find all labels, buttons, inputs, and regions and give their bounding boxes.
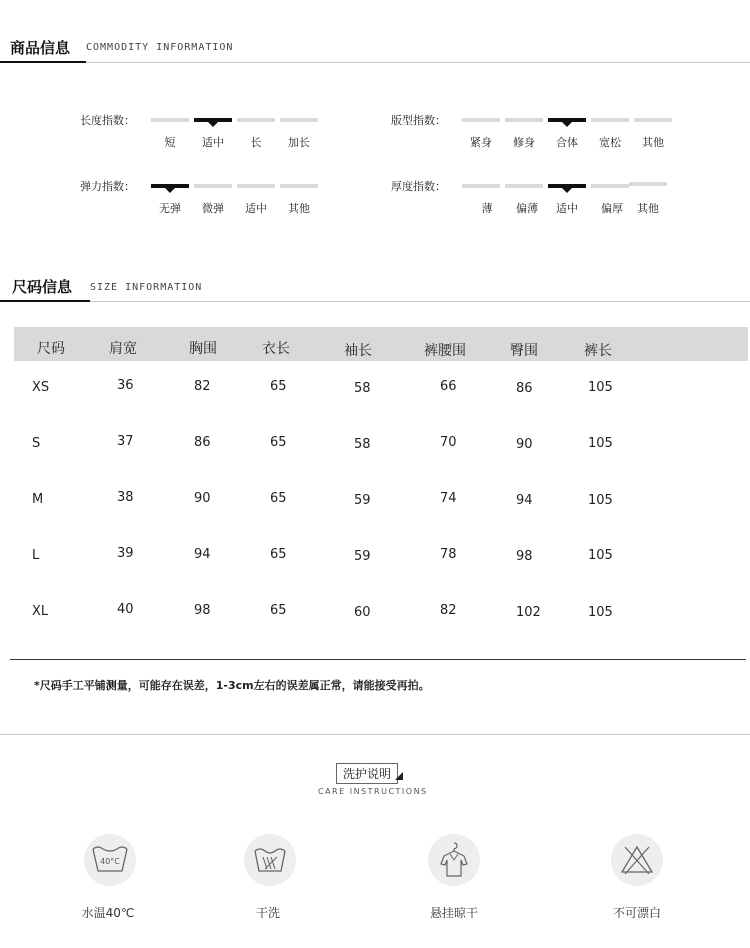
wash-40-icon bbox=[90, 843, 130, 877]
thickness-segment bbox=[462, 184, 500, 188]
commodity-subtitle: COMMODITY INFORMATION bbox=[86, 42, 234, 53]
table-cell: L bbox=[32, 548, 40, 563]
table-cell: 105 bbox=[588, 548, 613, 563]
header-pants-length: 裤长 bbox=[584, 343, 612, 359]
length-option: 适中 bbox=[202, 136, 224, 149]
table-cell: 98 bbox=[194, 603, 211, 618]
length-segment bbox=[237, 118, 275, 122]
table-cell: 90 bbox=[194, 491, 211, 506]
table-cell: 98 bbox=[516, 549, 533, 564]
measurement-note: *尺码手工平铺测量，可能存在误差，1-3cm左右的误差属正常，请能接受再拍。 bbox=[34, 679, 430, 692]
length-option: 加长 bbox=[288, 136, 310, 149]
table-cell: 105 bbox=[588, 493, 613, 508]
table-cell: 86 bbox=[194, 435, 211, 450]
thickness-option: 偏薄 bbox=[516, 202, 538, 215]
wash-temp-text: 40°C bbox=[100, 857, 120, 866]
length-index-label: 长度指数： bbox=[80, 114, 135, 127]
fit-option: 紧身 bbox=[470, 136, 492, 149]
header-size: 尺码 bbox=[37, 341, 65, 357]
header-shoulder: 肩宽 bbox=[109, 341, 137, 357]
thickness-option: 偏厚 bbox=[601, 202, 623, 215]
fit-segment-selected bbox=[548, 118, 586, 122]
table-cell: 102 bbox=[516, 605, 541, 620]
length-option: 短 bbox=[164, 136, 176, 149]
elasticity-segment bbox=[237, 184, 275, 188]
hang-dry-icon bbox=[438, 840, 470, 880]
elasticity-option: 无弹 bbox=[159, 202, 181, 215]
table-cell: 37 bbox=[117, 434, 134, 449]
table-cell: 65 bbox=[270, 491, 287, 506]
fit-segment bbox=[505, 118, 543, 122]
table-cell: 59 bbox=[354, 549, 371, 564]
commodity-title: 商品信息 bbox=[10, 39, 71, 57]
corner-triangle-icon bbox=[395, 772, 403, 780]
table-cell: 94 bbox=[516, 493, 533, 508]
table-cell: 36 bbox=[117, 378, 134, 393]
care-subtitle: CARE INSTRUCTIONS bbox=[318, 787, 428, 796]
fit-option: 宽松 bbox=[599, 136, 621, 149]
length-segment bbox=[151, 118, 189, 122]
size-subtitle: SIZE INFORMATION bbox=[90, 282, 203, 293]
table-bottom-rule bbox=[10, 659, 746, 660]
header-hip: 臀围 bbox=[510, 343, 538, 359]
length-segment bbox=[280, 118, 318, 122]
elasticity-option: 微弹 bbox=[202, 202, 224, 215]
fit-option: 其他 bbox=[642, 136, 664, 149]
header-sleeve: 袖长 bbox=[344, 343, 372, 359]
care-label-wash: 水温40℃ bbox=[81, 906, 135, 920]
table-cell: 40 bbox=[117, 602, 134, 617]
elasticity-segment bbox=[194, 184, 232, 188]
no-bleach-icon bbox=[619, 843, 655, 877]
thickness-segment-selected bbox=[548, 184, 586, 188]
commodity-divider-accent bbox=[0, 61, 86, 63]
table-cell: 105 bbox=[588, 436, 613, 451]
table-cell: 90 bbox=[516, 437, 533, 452]
table-cell: 58 bbox=[354, 381, 371, 396]
table-cell: XS bbox=[32, 380, 50, 395]
length-segment-selected bbox=[194, 118, 232, 122]
header-waist: 裤腰围 bbox=[424, 343, 466, 359]
care-label-dry-clean: 干洗 bbox=[255, 906, 280, 920]
table-cell: S bbox=[32, 436, 41, 451]
table-cell: 58 bbox=[354, 437, 371, 452]
table-cell: 39 bbox=[117, 546, 134, 561]
table-cell: 60 bbox=[354, 605, 371, 620]
fit-segment bbox=[634, 118, 672, 122]
table-cell: 65 bbox=[270, 435, 287, 450]
table-cell: 86 bbox=[516, 381, 533, 396]
table-cell: 82 bbox=[440, 603, 457, 618]
fit-segment bbox=[591, 118, 629, 122]
table-cell: 74 bbox=[440, 491, 457, 506]
size-divider-accent bbox=[0, 300, 90, 302]
table-cell: 82 bbox=[194, 379, 211, 394]
elasticity-segment bbox=[280, 184, 318, 188]
thickness-index-label: 厚度指数： bbox=[391, 180, 446, 193]
table-cell: 65 bbox=[270, 379, 287, 394]
table-cell: 94 bbox=[194, 547, 211, 562]
care-label-no-bleach: 不可漂白 bbox=[612, 906, 661, 920]
thickness-segment bbox=[591, 184, 629, 188]
thickness-segment bbox=[629, 182, 667, 186]
table-cell: 38 bbox=[117, 490, 134, 505]
table-cell: 65 bbox=[270, 603, 287, 618]
table-cell: 105 bbox=[588, 380, 613, 395]
care-title: 洗护说明 bbox=[336, 763, 398, 784]
fit-option: 修身 bbox=[513, 136, 535, 149]
table-cell: 70 bbox=[440, 435, 457, 450]
fit-segment bbox=[462, 118, 500, 122]
elasticity-option: 其他 bbox=[288, 202, 310, 215]
thickness-segment bbox=[505, 184, 543, 188]
header-chest: 胸围 bbox=[189, 341, 217, 357]
dry-clean-icon bbox=[252, 843, 288, 877]
table-cell: XL bbox=[32, 604, 49, 619]
table-cell: 105 bbox=[588, 605, 613, 620]
elasticity-index-label: 弹力指数： bbox=[80, 180, 135, 193]
length-option: 长 bbox=[250, 136, 262, 149]
commodity-divider bbox=[0, 62, 750, 63]
elasticity-segment-selected bbox=[151, 184, 189, 188]
table-cell: 66 bbox=[440, 379, 457, 394]
thickness-option: 薄 bbox=[481, 202, 493, 215]
thickness-option: 其他 bbox=[637, 202, 659, 215]
table-cell: M bbox=[32, 492, 44, 507]
size-divider bbox=[0, 301, 750, 302]
care-divider bbox=[0, 734, 750, 735]
elasticity-option: 适中 bbox=[245, 202, 267, 215]
header-length: 衣长 bbox=[262, 341, 290, 357]
fit-option: 合体 bbox=[556, 136, 578, 149]
table-cell: 65 bbox=[270, 547, 287, 562]
care-label-hang-dry: 悬挂晾干 bbox=[429, 906, 478, 920]
fit-index-label: 版型指数： bbox=[391, 114, 446, 127]
size-title: 尺码信息 bbox=[12, 278, 73, 296]
thickness-option: 适中 bbox=[556, 202, 578, 215]
table-cell: 59 bbox=[354, 493, 371, 508]
table-cell: 78 bbox=[440, 547, 457, 562]
